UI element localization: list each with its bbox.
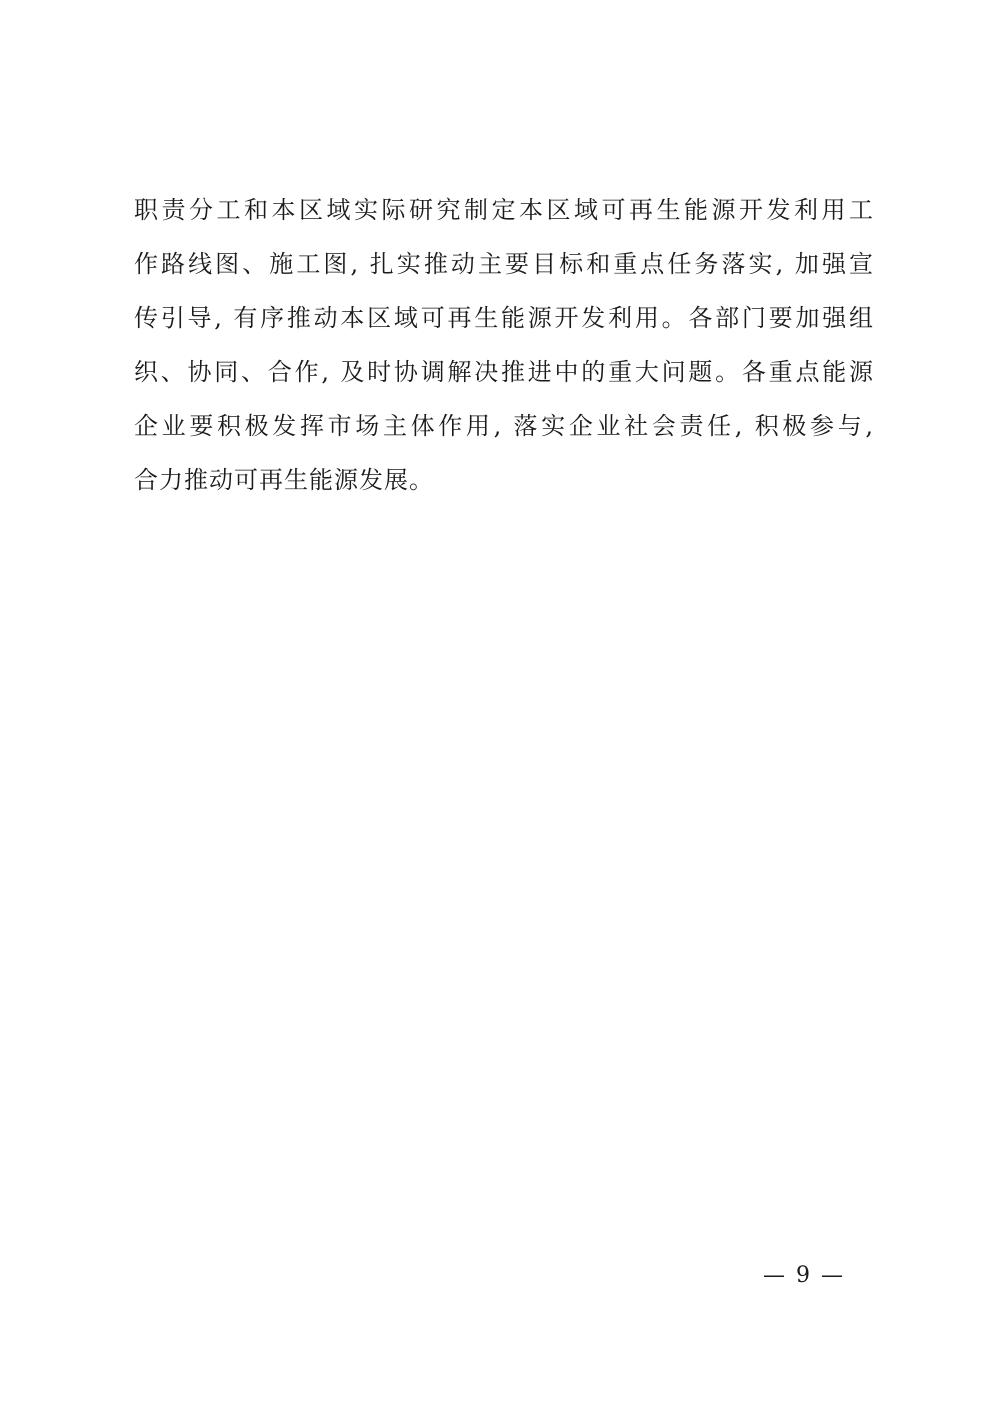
- page-number: — 9 —: [763, 1263, 845, 1288]
- paragraph-line: 职责分工和本区域实际研究制定本区域可再生能源开发利用工: [134, 196, 874, 224]
- paragraph-line: 企业要积极发挥市场主体作用, 落实企业社会责任, 积极参与,: [134, 412, 874, 440]
- body-paragraph: [134, 183, 874, 507]
- paragraph-line: 传引导, 有序推动本区域可再生能源开发利用。各部门要加强组: [134, 304, 874, 332]
- paragraph-line: 合力推动可再生能源发展。: [134, 466, 434, 494]
- paragraph-line: 作路线图、施工图, 扎实推动主要目标和重点任务落实, 加强宣: [134, 250, 874, 278]
- paragraph-line: 织、协同、合作, 及时协调解决推进中的重大问题。各重点能源: [134, 358, 874, 386]
